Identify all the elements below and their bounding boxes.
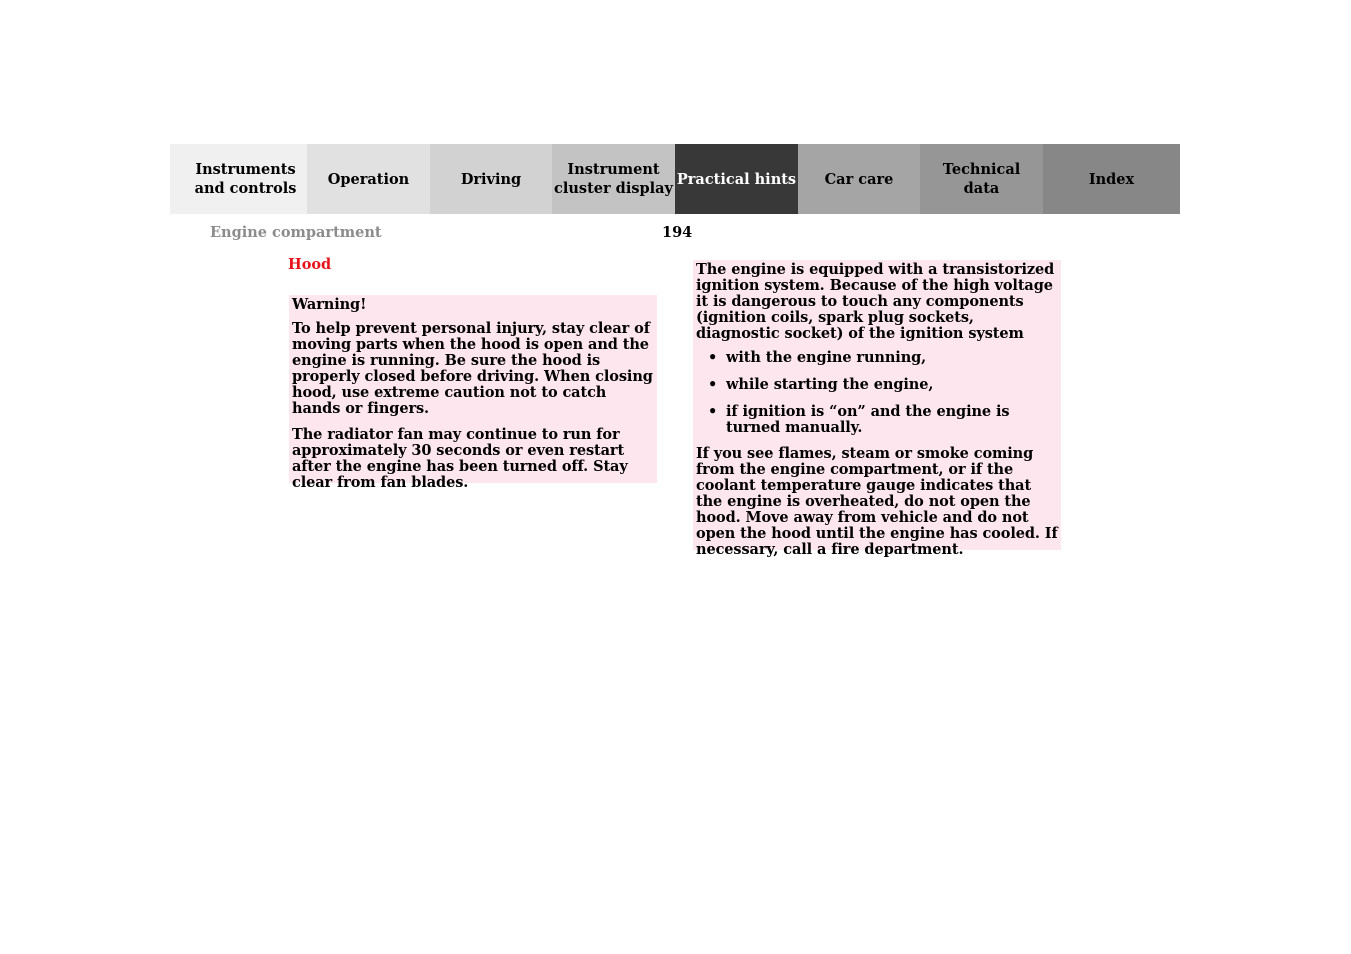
- overheat-warning-paragraph: If you see flames, steam or smoke coming from the engine compartment, or if the coolant temperature gauge indicates that the engine is overheated, do not open the hood. Move away from vehicle and do not open the hood until the engine has cooled. If necessary, call a fire department.: [696, 445, 1058, 558]
- ignition-info-box: [693, 260, 1061, 558]
- tab-instrument-cluster-display[interactable]: [552, 144, 675, 214]
- tab-label: [825, 170, 894, 189]
- tab-index[interactable]: [1043, 144, 1180, 214]
- tab-label-line: Driving: [460, 170, 522, 188]
- ignition-intro: The engine is equipped with a transistorized ignition system. Because of the high voltage it is dangerous to touch any components (ignition coils, spark plug sockets, diagnostic socket) of the ignition system: [696, 261, 1055, 342]
- bullet-text: if ignition is “on” and the engine is turned manually.: [726, 403, 1010, 436]
- tab-driving[interactable]: [430, 144, 552, 214]
- bullet-symbol: •: [708, 376, 718, 393]
- page-number: 194: [662, 224, 693, 241]
- tab-label-line: Operation: [327, 170, 410, 188]
- bullet-symbol: •: [708, 403, 718, 420]
- tab-label-line: Instrument: [567, 161, 660, 178]
- list-item: [696, 350, 1058, 366]
- tab-technical-data[interactable]: [920, 144, 1043, 214]
- tab-label: [943, 160, 1021, 198]
- chapter-navigation: [170, 144, 1180, 214]
- tab-practical-hints[interactable]: [675, 144, 798, 214]
- warning-box: [289, 295, 657, 491]
- ignition-bullet-list: [696, 350, 1058, 436]
- tab-label-line: cluster display: [554, 180, 673, 197]
- bullet-text: while starting the engine,: [726, 376, 934, 393]
- tab-label: [195, 160, 297, 198]
- tab-label: [461, 170, 521, 189]
- list-item: [696, 377, 1058, 393]
- tab-label-line: data: [963, 180, 1000, 197]
- bullet-text: with the engine running,: [726, 349, 927, 366]
- list-item: [696, 404, 1058, 436]
- tab-instruments-and-controls[interactable]: [170, 144, 307, 214]
- bullet-symbol: •: [708, 349, 718, 366]
- tab-label-line: Instruments: [195, 161, 296, 178]
- tab-label: [328, 170, 409, 189]
- tab-label: [1089, 170, 1134, 189]
- tab-label: [677, 170, 796, 189]
- tab-label-line: and controls: [194, 180, 297, 197]
- tab-operation[interactable]: [307, 144, 430, 214]
- tab-label-line: Practical hints: [676, 170, 797, 188]
- tab-label-line: Car care: [824, 170, 894, 188]
- tab-label-line: Technical: [942, 161, 1021, 178]
- warning-paragraph: The radiator fan may continue to run for approximately 30 seconds or even restart after the engine has been turned off. Stay clear from fan blades.: [292, 426, 628, 491]
- tab-label-line: Index: [1088, 170, 1135, 188]
- warning-title: Warning!: [292, 296, 367, 313]
- tab-label: [554, 160, 673, 198]
- hood-heading: Hood: [288, 256, 332, 273]
- section-title: Engine compartment: [210, 224, 382, 241]
- warning-paragraph: To help prevent personal injury, stay clear of moving parts when the hood is open and the engine is running. Be sure the hood is properly closed before driving. When closing hood, use extreme caution not to catch hands or fingers.: [292, 320, 653, 417]
- tab-car-care[interactable]: [798, 144, 920, 214]
